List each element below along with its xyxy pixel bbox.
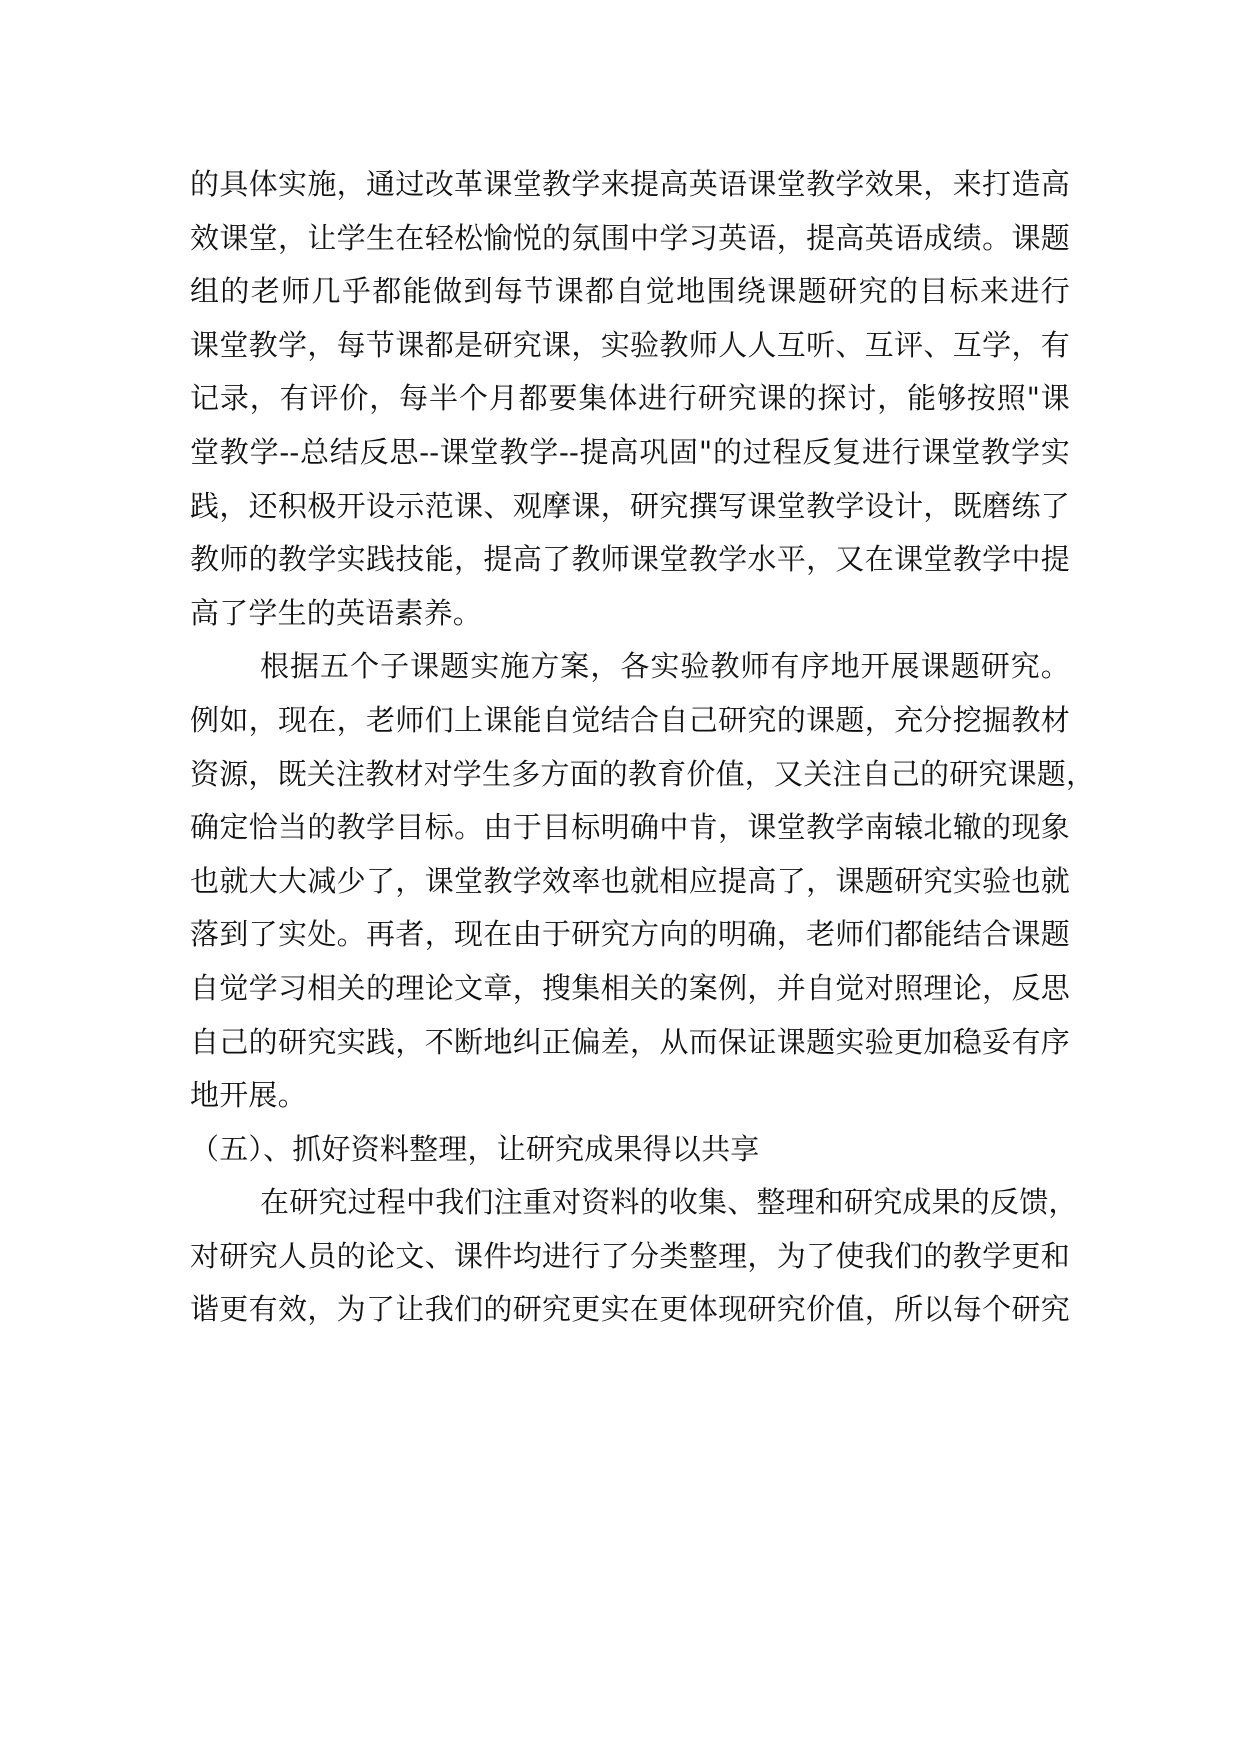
text-line: 对研究人员的论文、课件均进行了分类整理，为了使我们的教学更和 bbox=[190, 1238, 1070, 1273]
text-line: 确定恰当的教学目标。由于目标明确中肯，课堂教学南辕北辙的现象 bbox=[190, 810, 1070, 845]
text-line: 的具体实施，通过改革课堂教学来提高英语课堂教学效果，来打造高 bbox=[190, 167, 1070, 201]
text-line: 也就大大减少了，课堂教学效率也就相应提高了，课题研究实验也就 bbox=[190, 863, 1070, 898]
body-text bbox=[190, 158, 1096, 1337]
text-line: 落到了实处。再者，现在由于研究方向的明确，老师们都能结合课题 bbox=[190, 917, 1070, 952]
text-line: 根据五个子课题实施方案，各实验教师有序地开展课题研究。 bbox=[260, 649, 1070, 684]
text-line: 例如，现在，老师们上课能自觉结合自己研究的课题，充分挖掘教材 bbox=[190, 702, 1070, 737]
text-line: 资源，既关注教材对学生多方面的教育价值，又关注自己的研究课题， bbox=[190, 756, 1096, 791]
text-line: 自觉学习相关的理论文章，搜集相关的案例，并自觉对照理论，反思 bbox=[190, 970, 1070, 1005]
text-line: 谐更有效，为了让我们的研究更实在更体现研究价值，所以每个研究 bbox=[190, 1292, 1070, 1327]
text-line: 在研究过程中我们注重对资料的收集、整理和研究成果的反馈， bbox=[260, 1185, 1078, 1220]
section-heading: （五）、抓好资料整理，让研究成果得以共享 bbox=[190, 1131, 760, 1166]
text-line: 堂教学--总结反思--课堂教学--提高巩固"的过程反复进行课堂教学实 bbox=[190, 434, 1070, 469]
text-line: 高了学生的英语素养。 bbox=[190, 595, 483, 630]
text-line: 记录，有评价，每半个月都要集体进行研究课的探讨，能够按照"课 bbox=[190, 381, 1070, 416]
text-line: 效课堂，让学生在轻松愉悦的氛围中学习英语，提高英语成绩。课题 bbox=[190, 220, 1070, 255]
text-line: 教师的教学实践技能，提高了教师课堂教学水平，又在课堂教学中提 bbox=[190, 542, 1070, 577]
text-line: 组的老师几乎都能做到每节课都自觉地围绕课题研究的目标来进行 bbox=[190, 274, 1070, 309]
text-line: 课堂教学，每节课都是研究课，实验教师人人互听、互评、互学，有 bbox=[190, 327, 1070, 362]
text-line: 践，还积极开设示范课、观摩课，研究撰写课堂教学设计，既磨练了 bbox=[190, 488, 1070, 523]
text-line: 自己的研究实践，不断地纠正偏差，从而保证课题实验更加稳妥有序 bbox=[190, 1024, 1070, 1059]
text-line: 地开展。 bbox=[190, 1078, 307, 1113]
